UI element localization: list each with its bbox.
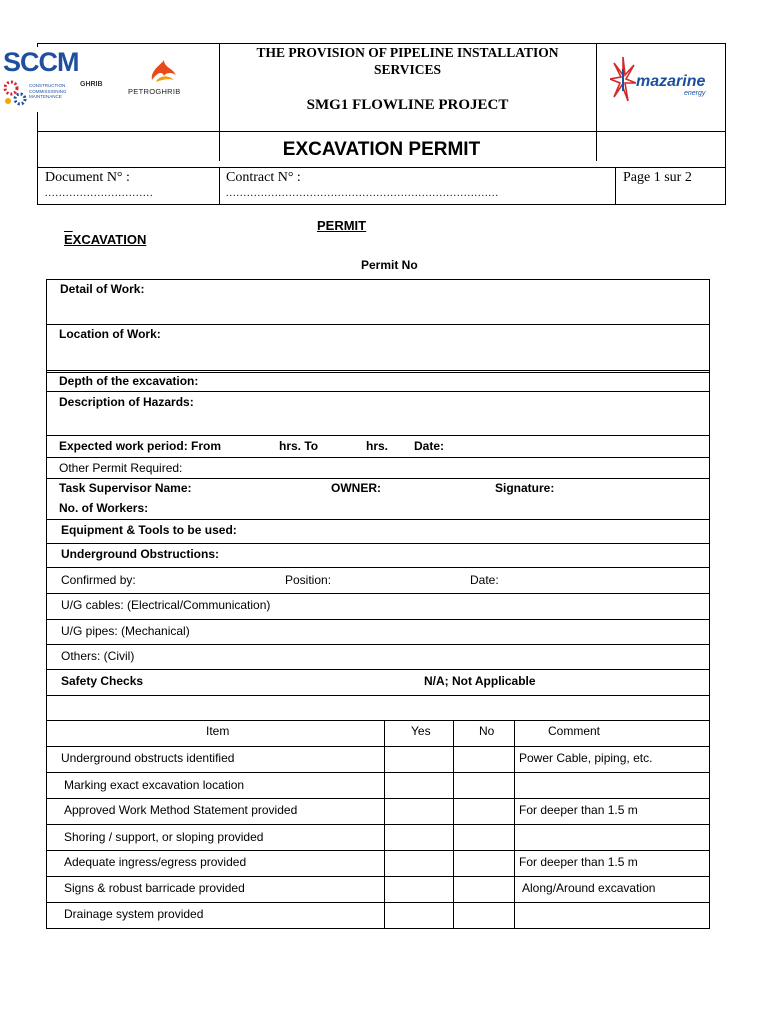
- no-checkbox[interactable]: [454, 851, 514, 876]
- petroghrib-logo-text: PETROGHRIB: [128, 87, 181, 96]
- no-checkbox[interactable]: [454, 799, 514, 824]
- equipment-label: Equipment & Tools to be used:: [61, 523, 237, 537]
- petroghrib-logo: [124, 52, 204, 102]
- row-item: Drainage system provided: [64, 907, 204, 921]
- sccm-logo-subtitle: CONSTRUCTION COMMISSIONING MAINTENANCE: [29, 83, 67, 99]
- row-item: Adequate ingress/egress provided: [64, 855, 247, 869]
- safety-checks-label: Safety Checks: [61, 674, 144, 688]
- no-checkbox[interactable]: [454, 903, 514, 928]
- mazarine-logo-text: mazarine: [636, 73, 706, 90]
- task-supervisor-label: Task Supervisor Name:: [59, 481, 192, 495]
- permit-heading: PERMIT: [317, 218, 367, 233]
- row-item: Underground obstructs identified: [61, 751, 235, 765]
- header-divider: [219, 167, 220, 205]
- document-title: [219, 44, 596, 78]
- row-divider: [46, 876, 710, 877]
- row-item: Marking exact excavation location: [64, 778, 245, 792]
- col-header-yes: Yes: [411, 724, 431, 738]
- row-divider: [46, 435, 710, 436]
- underground-label: Underground Obstructions:: [61, 547, 219, 561]
- no-workers-label: No. of Workers:: [59, 501, 149, 515]
- row-comment: For deeper than 1.5 m: [519, 855, 638, 869]
- permit-no-label: Permit No: [361, 258, 418, 272]
- title-line-1: THE PROVISION OF PIPELINE INSTALLATION: [256, 45, 559, 60]
- partial-logo-text: GHRIB: [80, 81, 103, 88]
- confirmed-by-label: Confirmed by:: [61, 573, 136, 587]
- ug-cables-label: U/G cables: (Electrical/Communication): [61, 598, 271, 612]
- permit-title: EXCAVATION PERMIT: [282, 139, 481, 160]
- col-divider: [514, 720, 515, 929]
- na-note: N/A; Not Applicable: [424, 674, 536, 688]
- contract-number-field[interactable]: ..............................................................................: [226, 188, 499, 199]
- signature-label: Signature:: [495, 481, 555, 495]
- row-divider: [46, 593, 710, 594]
- date-label: Date:: [414, 439, 445, 453]
- mazarine-logo-sub: energy: [684, 90, 706, 97]
- col-header-no: No: [479, 724, 495, 738]
- confirmed-date-label: Date:: [470, 573, 499, 587]
- yes-checkbox[interactable]: [385, 903, 453, 928]
- mazarine-logo: [600, 55, 724, 115]
- row-divider: [46, 850, 710, 851]
- yes-checkbox[interactable]: [385, 825, 453, 850]
- row-divider: [46, 372, 710, 373]
- yes-checkbox[interactable]: [385, 877, 453, 902]
- row-divider: [46, 543, 710, 544]
- row-divider: [46, 391, 710, 392]
- row-item: Shoring / support, or sloping provided: [64, 830, 264, 844]
- title-line-2: SERVICES: [373, 62, 442, 77]
- row-divider: [46, 644, 710, 645]
- position-label: Position:: [285, 573, 332, 587]
- depth-label: Depth of the excavation:: [59, 374, 199, 388]
- sccm-logo-text: SCCM: [3, 47, 79, 77]
- page-number: Page 1 sur 2: [623, 170, 692, 185]
- excavation-heading: [64, 232, 146, 247]
- header-divider: [37, 167, 726, 168]
- row-divider: [46, 567, 710, 568]
- header-divider: [615, 167, 616, 205]
- other-permit-label: Other Permit Required:: [59, 461, 183, 475]
- row-divider: [46, 798, 710, 799]
- location-of-work-label: Location of Work:: [59, 327, 161, 341]
- hrs-to-label: hrs. To: [279, 439, 319, 453]
- project-name: SMG1 FLOWLINE PROJECT: [306, 97, 509, 113]
- yes-checkbox[interactable]: [385, 773, 453, 798]
- row-divider: [46, 324, 710, 325]
- no-checkbox[interactable]: [454, 747, 514, 772]
- document-number-field[interactable]: ...............................: [45, 188, 154, 199]
- no-checkbox[interactable]: [454, 877, 514, 902]
- ug-pipes-label: U/G pipes: (Mechanical): [61, 624, 190, 638]
- row-divider: [46, 457, 710, 458]
- hrs-label: hrs.: [366, 439, 389, 453]
- no-checkbox[interactable]: [454, 773, 514, 798]
- row-divider: [46, 695, 710, 696]
- row-divider: [46, 902, 710, 903]
- col-header-item: Item: [206, 724, 230, 738]
- flame-icon: [148, 60, 180, 86]
- owner-label: OWNER:: [331, 481, 381, 495]
- yes-checkbox[interactable]: [385, 799, 453, 824]
- others-civil-label: Others: (Civil): [61, 649, 135, 663]
- mazarine-mark-icon: [610, 55, 636, 105]
- yes-checkbox[interactable]: [385, 851, 453, 876]
- col-header-comment: Comment: [548, 724, 601, 738]
- row-divider: [46, 370, 710, 371]
- excavation-heading-first: E: [64, 232, 73, 247]
- row-divider: [46, 824, 710, 825]
- contract-number-label: Contract N° :: [226, 170, 301, 185]
- hazards-label: Description of Hazards:: [59, 395, 194, 409]
- expected-period-label: Expected work period: From: [59, 439, 222, 453]
- sccm-logo: [0, 47, 110, 112]
- row-item: Approved Work Method Statement provided: [64, 803, 298, 817]
- detail-of-work-label: Detail of Work:: [60, 282, 145, 296]
- row-divider: [46, 519, 710, 520]
- row-divider: [46, 619, 710, 620]
- no-checkbox[interactable]: [454, 825, 514, 850]
- row-comment: Power Cable, piping, etc.: [519, 751, 653, 765]
- row-item: Signs & robust barricade provided: [64, 881, 245, 895]
- row-divider: [46, 478, 710, 479]
- header-divider: [37, 131, 726, 132]
- row-divider: [46, 669, 710, 670]
- row-divider: [46, 746, 710, 747]
- row-comment: For deeper than 1.5 m: [519, 803, 638, 817]
- document-number-label: Document N° :: [45, 170, 130, 185]
- gear-icon: [0, 77, 30, 109]
- row-divider: [46, 720, 710, 721]
- yes-checkbox[interactable]: [385, 747, 453, 772]
- excavation-heading-rest: XCAVATION: [72, 232, 147, 247]
- row-comment: Along/Around excavation: [522, 881, 656, 895]
- row-divider: [46, 772, 710, 773]
